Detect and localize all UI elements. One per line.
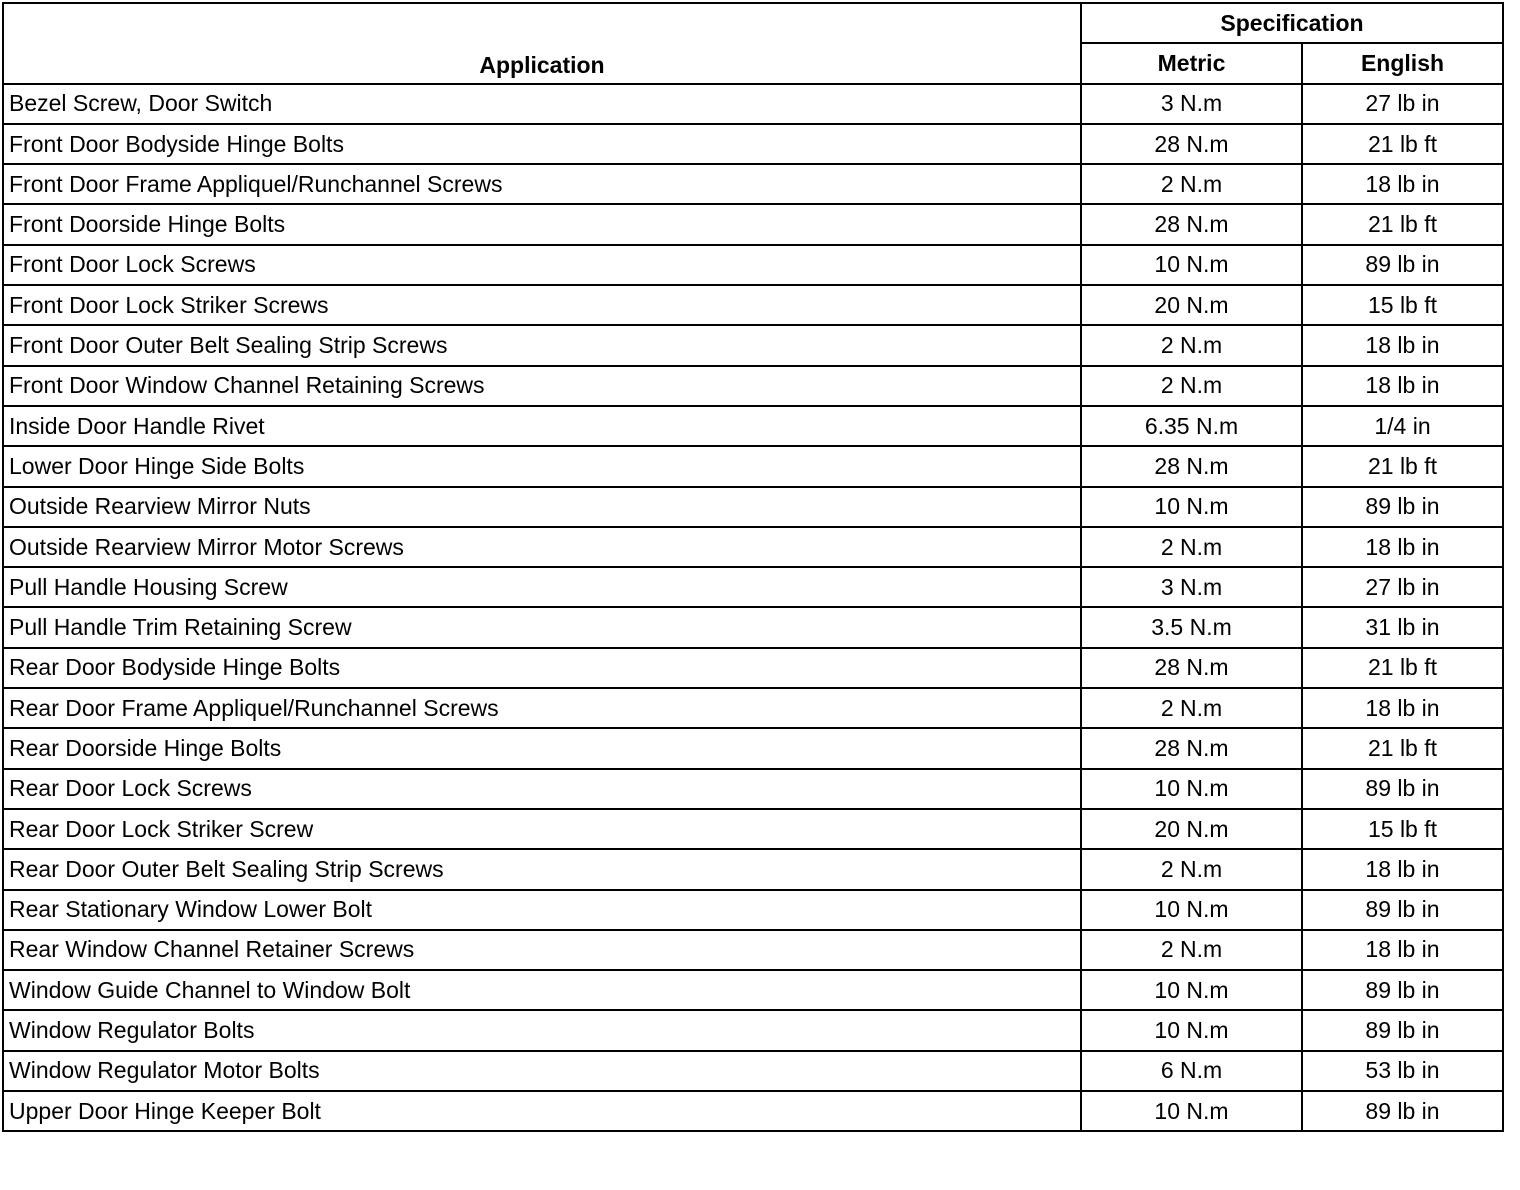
application-cell: Pull Handle Housing Screw [3,567,1081,607]
application-cell: Rear Door Outer Belt Sealing Strip Screws [3,849,1081,889]
english-cell: 18 lb in [1302,849,1503,889]
metric-cell: 2 N.m [1081,325,1302,365]
english-cell: 1/4 in [1302,406,1503,446]
english-cell: 18 lb in [1302,164,1503,204]
table-row [3,325,1503,365]
application-cell: Rear Door Lock Screws [3,769,1081,809]
application-cell: Rear Doorside Hinge Bolts [3,728,1081,768]
table-row [3,527,1503,567]
table-row [3,1010,1503,1050]
metric-cell: 28 N.m [1081,648,1302,688]
metric-cell: 28 N.m [1081,124,1302,164]
english-cell: 15 lb ft [1302,809,1503,849]
metric-cell: 20 N.m [1081,285,1302,325]
metric-cell: 28 N.m [1081,204,1302,244]
table-row [3,930,1503,970]
english-cell: 89 lb in [1302,1010,1503,1050]
application-cell: Window Regulator Motor Bolts [3,1051,1081,1091]
english-cell: 53 lb in [1302,1051,1503,1091]
application-cell: Front Doorside Hinge Bolts [3,204,1081,244]
english-header: English [1302,43,1503,83]
metric-cell: 28 N.m [1081,446,1302,486]
metric-cell: 3 N.m [1081,567,1302,607]
table-row [3,406,1503,446]
metric-cell: 10 N.m [1081,970,1302,1010]
metric-cell: 10 N.m [1081,1091,1302,1131]
application-cell: Front Door Lock Screws [3,245,1081,285]
english-cell: 18 lb in [1302,325,1503,365]
specification-header: Specification [1081,3,1503,43]
table-row [3,567,1503,607]
application-cell: Outside Rearview Mirror Nuts [3,487,1081,527]
application-cell: Front Door Window Channel Retaining Screws [3,366,1081,406]
english-cell: 21 lb ft [1302,204,1503,244]
metric-cell: 3.5 N.m [1081,607,1302,647]
application-cell: Rear Stationary Window Lower Bolt [3,890,1081,930]
english-cell: 21 lb ft [1302,728,1503,768]
application-cell: Front Door Frame Appliquel/Runchannel Screws [3,164,1081,204]
application-cell: Front Door Lock Striker Screws [3,285,1081,325]
table-row [3,285,1503,325]
application-cell: Bezel Screw, Door Switch [3,84,1081,124]
table-row [3,1091,1503,1131]
table-body [3,84,1503,1132]
application-cell: Window Regulator Bolts [3,1010,1081,1050]
metric-cell: 2 N.m [1081,527,1302,567]
table-row [3,769,1503,809]
table-row [3,688,1503,728]
application-cell: Rear Door Lock Striker Screw [3,809,1081,849]
application-cell: Outside Rearview Mirror Motor Screws [3,527,1081,567]
english-cell: 89 lb in [1302,245,1503,285]
table-row [3,809,1503,849]
metric-cell: 20 N.m [1081,809,1302,849]
application-header: Application [3,3,1081,84]
english-cell: 18 lb in [1302,930,1503,970]
english-cell: 18 lb in [1302,366,1503,406]
metric-cell: 2 N.m [1081,164,1302,204]
application-cell: Front Door Outer Belt Sealing Strip Screws [3,325,1081,365]
table-row [3,648,1503,688]
english-cell: 15 lb ft [1302,285,1503,325]
table-row [3,245,1503,285]
table-row [3,849,1503,889]
metric-cell: 10 N.m [1081,1010,1302,1050]
metric-cell: 28 N.m [1081,728,1302,768]
table-row [3,487,1503,527]
english-cell: 21 lb ft [1302,124,1503,164]
application-cell: Window Guide Channel to Window Bolt [3,970,1081,1010]
english-cell: 89 lb in [1302,970,1503,1010]
application-cell: Front Door Bodyside Hinge Bolts [3,124,1081,164]
table-row [3,164,1503,204]
english-cell: 21 lb ft [1302,446,1503,486]
english-cell: 89 lb in [1302,487,1503,527]
table-row [3,204,1503,244]
table-row [3,124,1503,164]
metric-cell: 2 N.m [1081,688,1302,728]
application-cell: Rear Door Frame Appliquel/Runchannel Screws [3,688,1081,728]
table-row [3,1051,1503,1091]
table-row [3,366,1503,406]
application-cell: Upper Door Hinge Keeper Bolt [3,1091,1081,1131]
table-row [3,728,1503,768]
english-cell: 18 lb in [1302,688,1503,728]
metric-cell: 2 N.m [1081,849,1302,889]
english-cell: 21 lb ft [1302,648,1503,688]
metric-cell: 10 N.m [1081,487,1302,527]
metric-cell: 10 N.m [1081,769,1302,809]
application-cell: Rear Window Channel Retainer Screws [3,930,1081,970]
table-row [3,970,1503,1010]
table-row [3,446,1503,486]
header-row-top [3,3,1503,43]
english-cell: 89 lb in [1302,890,1503,930]
application-cell: Pull Handle Trim Retaining Screw [3,607,1081,647]
table-row [3,890,1503,930]
english-cell: 18 lb in [1302,527,1503,567]
english-cell: 27 lb in [1302,84,1503,124]
metric-cell: 10 N.m [1081,245,1302,285]
application-cell: Lower Door Hinge Side Bolts [3,446,1081,486]
english-cell: 89 lb in [1302,769,1503,809]
torque-spec-table [2,2,1504,1132]
english-cell: 31 lb in [1302,607,1503,647]
metric-cell: 2 N.m [1081,366,1302,406]
metric-cell: 6 N.m [1081,1051,1302,1091]
metric-header: Metric [1081,43,1302,83]
metric-cell: 2 N.m [1081,930,1302,970]
application-cell: Inside Door Handle Rivet [3,406,1081,446]
table-row [3,84,1503,124]
application-cell: Rear Door Bodyside Hinge Bolts [3,648,1081,688]
english-cell: 89 lb in [1302,1091,1503,1131]
metric-cell: 6.35 N.m [1081,406,1302,446]
english-cell: 27 lb in [1302,567,1503,607]
table-row [3,607,1503,647]
metric-cell: 10 N.m [1081,890,1302,930]
metric-cell: 3 N.m [1081,84,1302,124]
